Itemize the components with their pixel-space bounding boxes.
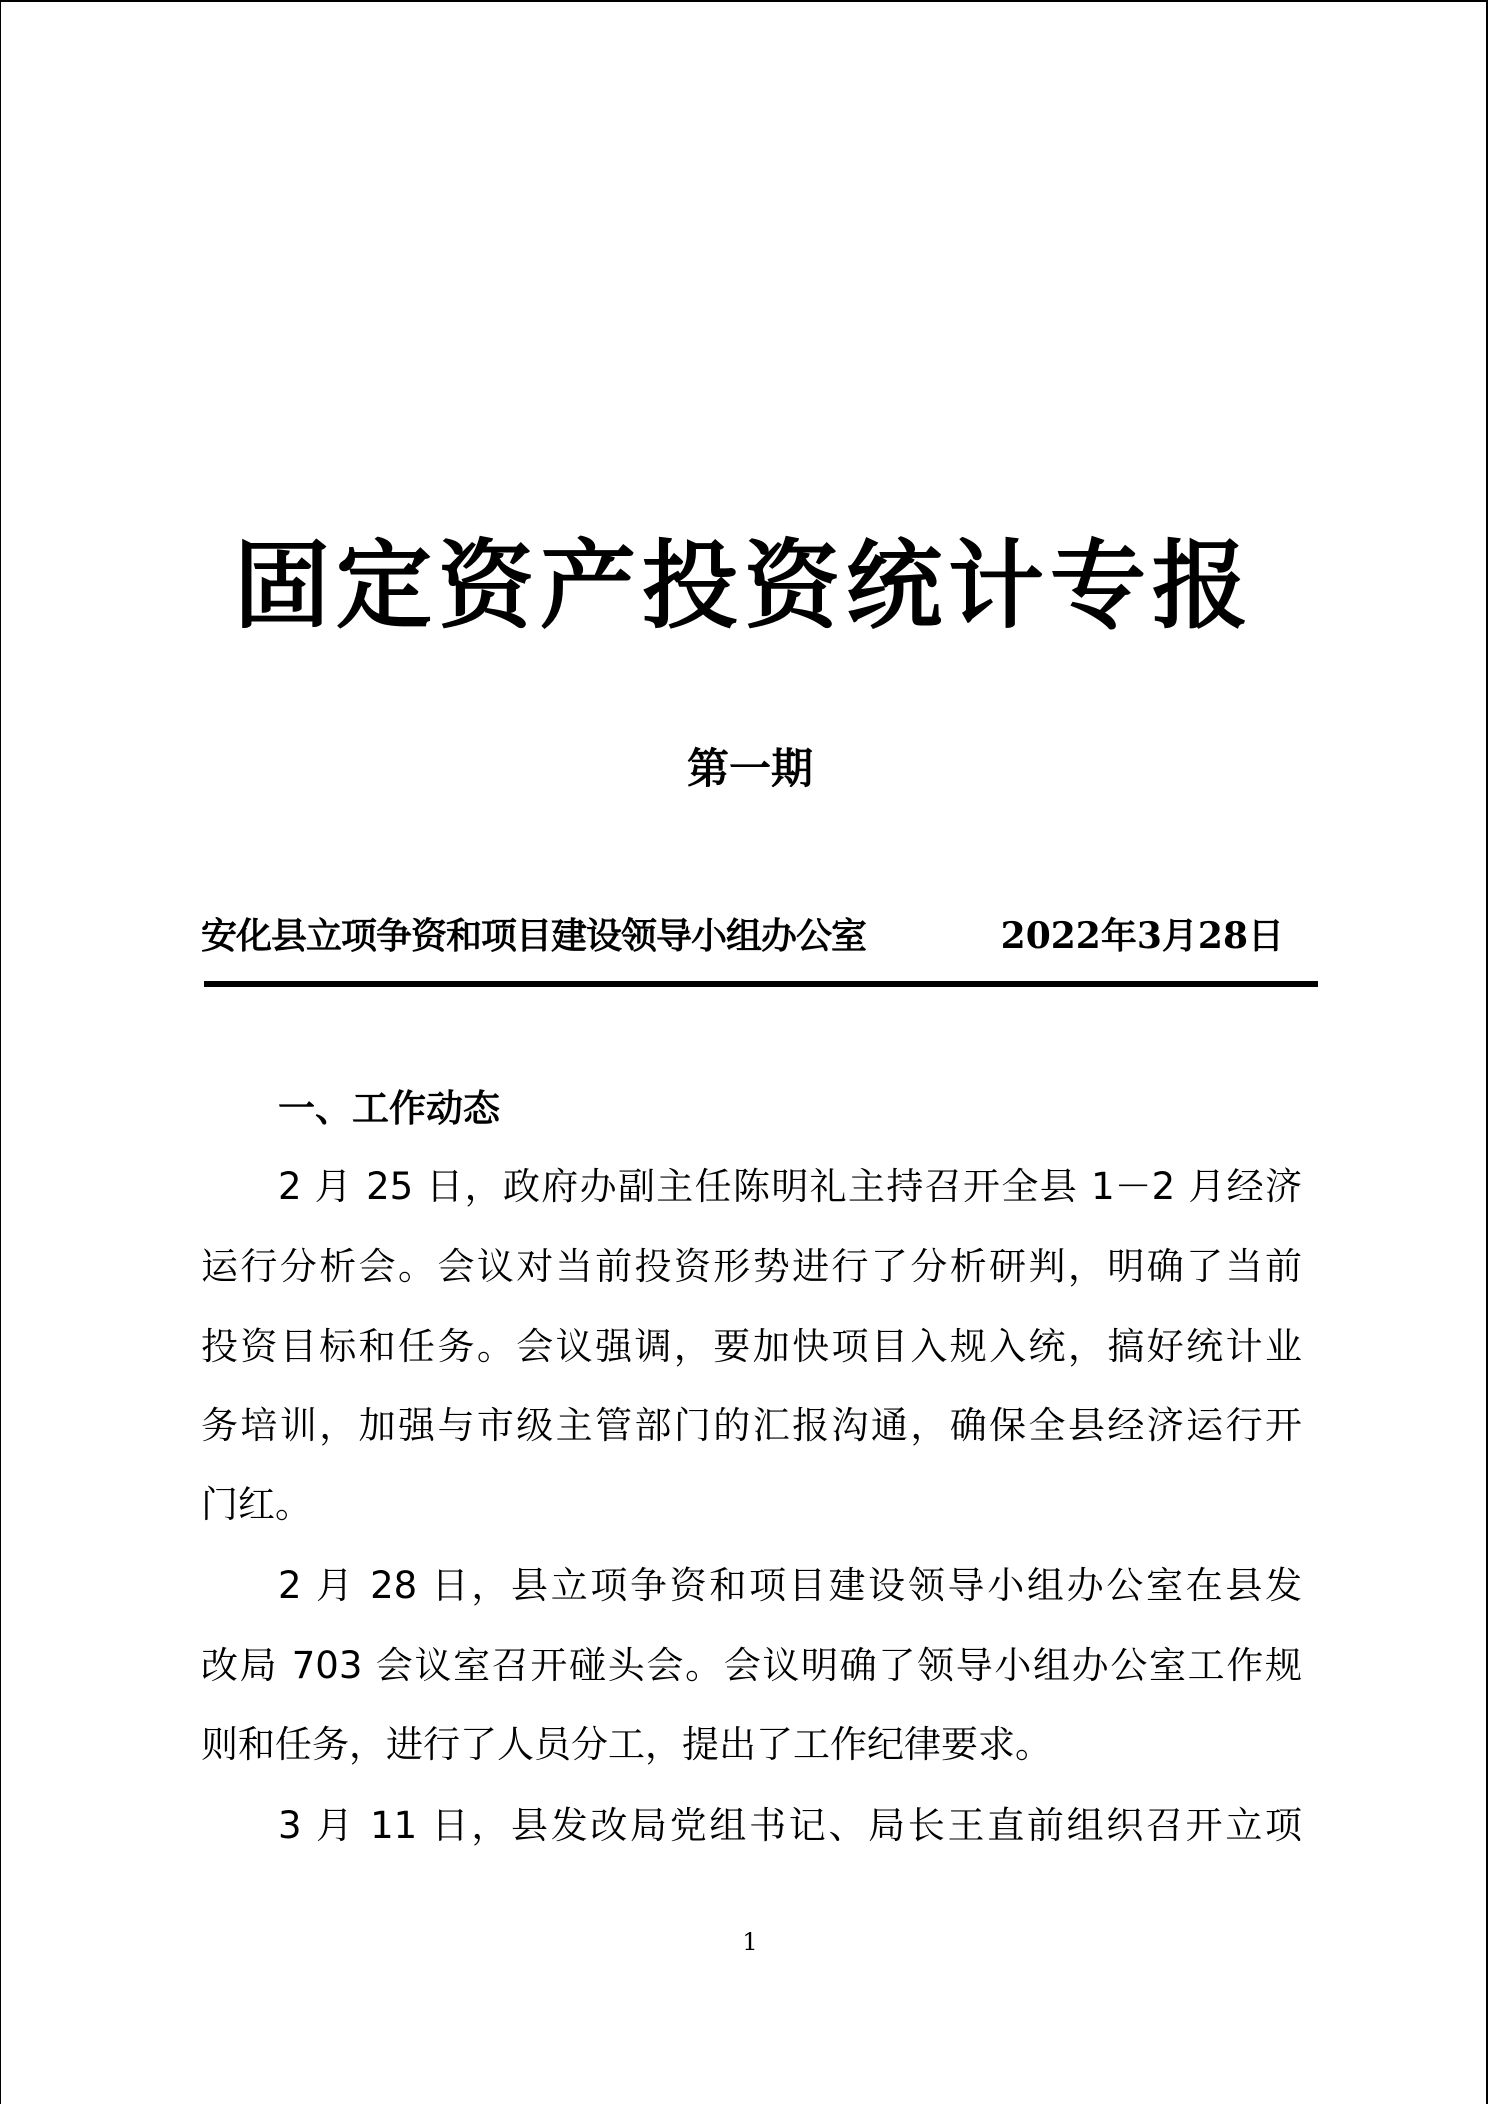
issue-number: 第一期	[686, 744, 813, 793]
issue-date: 2022年3月28日	[1000, 915, 1284, 957]
body-line: 投资目标和任务。会议强调，要加快项目入规入统，搞好统计业	[201, 1325, 1302, 1368]
page-number: 1	[742, 1928, 758, 1956]
body-line: 3 月 11 日，县发改局党组书记、局长王直前组织召开立项	[278, 1804, 1302, 1847]
body-line: 运行分析会。会议对当前投资形势进行了分析研判，明确了当前	[201, 1245, 1302, 1288]
header-divider	[204, 981, 1318, 987]
body-line: 改局 703 会议室召开碰头会。会议明确了领导小组办公室工作规	[201, 1644, 1302, 1687]
section-heading: 一、工作动态	[278, 1087, 500, 1130]
body-line: 2 月 28 日，县立项争资和项目建设领导小组办公室在县发	[278, 1564, 1302, 1607]
document-title: 固定资产投资统计专报	[234, 529, 1254, 642]
page-border-left	[0, 0, 1, 2104]
body-line: 门红。	[201, 1483, 312, 1526]
issuing-organization: 安化县立项争资和项目建设领导小组办公室	[201, 915, 867, 957]
body-line: 务培训，加强与市级主管部门的汇报沟通，确保全县经济运行开	[201, 1404, 1302, 1447]
body-line: 2 月 25 日，政府办副主任陈明礼主持召开全县 1－2 月经济	[278, 1165, 1302, 1208]
page-border-top	[0, 0, 1488, 2]
body-line: 则和任务，进行了人员分工，提出了工作纪律要求。	[201, 1723, 1052, 1766]
